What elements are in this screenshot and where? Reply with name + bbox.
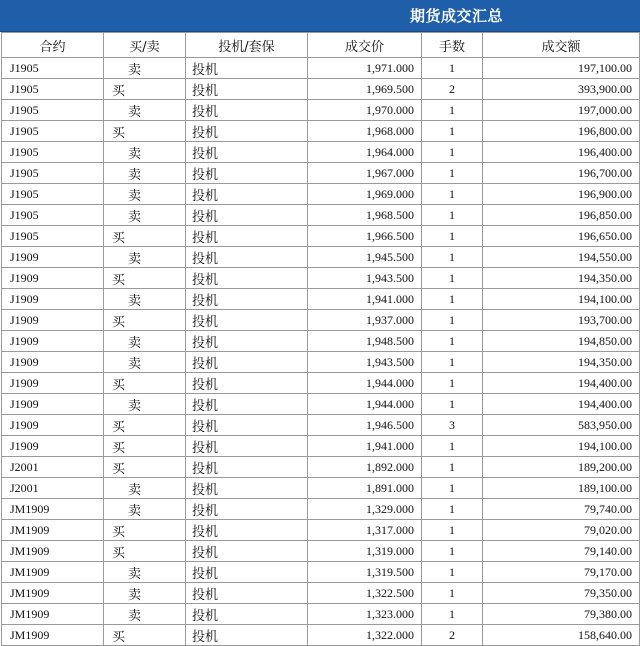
column-header-amount[interactable]: 成交额 <box>483 33 640 58</box>
type-cell: 投机 <box>186 436 308 457</box>
quantity-cell: 2 <box>422 625 483 646</box>
price-cell: 1,937.000 <box>308 310 422 331</box>
quantity-cell: 1 <box>422 184 483 205</box>
price-cell: 1,317.000 <box>308 520 422 541</box>
side-cell: 卖 <box>104 58 186 79</box>
quantity-cell: 1 <box>422 226 483 247</box>
contract-cell: J1905 <box>2 121 104 142</box>
table-row[interactable] <box>2 583 640 604</box>
table-row[interactable] <box>2 142 640 163</box>
amount-cell: 196,650.00 <box>483 226 640 247</box>
side-cell: 买 <box>104 541 186 562</box>
amount-cell: 79,020.00 <box>483 520 640 541</box>
type-cell: 投机 <box>186 541 308 562</box>
type-cell: 投机 <box>186 625 308 646</box>
contract-cell: J1905 <box>2 226 104 247</box>
type-cell: 投机 <box>186 394 308 415</box>
side-cell: 买 <box>104 415 186 436</box>
amount-cell: 197,000.00 <box>483 100 640 121</box>
side-cell: 买 <box>104 79 186 100</box>
price-cell: 1,323.000 <box>308 604 422 625</box>
contract-cell: J1909 <box>2 352 104 373</box>
type-cell: 投机 <box>186 583 308 604</box>
amount-cell: 194,400.00 <box>483 394 640 415</box>
price-cell: 1,892.000 <box>308 457 422 478</box>
type-cell: 投机 <box>186 562 308 583</box>
table-row[interactable] <box>2 331 640 352</box>
amount-cell: 583,950.00 <box>483 415 640 436</box>
price-cell: 1,944.000 <box>308 394 422 415</box>
amount-cell: 189,200.00 <box>483 457 640 478</box>
table-row[interactable] <box>2 352 640 373</box>
side-cell: 买 <box>104 520 186 541</box>
quantity-cell: 1 <box>422 205 483 226</box>
price-cell: 1,943.500 <box>308 352 422 373</box>
side-cell: 卖 <box>104 352 186 373</box>
price-cell: 1,969.000 <box>308 184 422 205</box>
quantity-cell: 1 <box>422 541 483 562</box>
amount-cell: 393,900.00 <box>483 79 640 100</box>
type-cell: 投机 <box>186 100 308 121</box>
contract-cell: J1909 <box>2 331 104 352</box>
amount-cell: 196,700.00 <box>483 163 640 184</box>
type-cell: 投机 <box>186 499 308 520</box>
table-body <box>2 58 640 646</box>
table-row[interactable] <box>2 79 640 100</box>
amount-cell: 189,100.00 <box>483 478 640 499</box>
quantity-cell: 1 <box>422 58 483 79</box>
amount-cell: 193,700.00 <box>483 310 640 331</box>
type-cell: 投机 <box>186 268 308 289</box>
price-cell: 1,945.500 <box>308 247 422 268</box>
price-cell: 1,946.500 <box>308 415 422 436</box>
amount-cell: 196,900.00 <box>483 184 640 205</box>
trade-table <box>1 32 640 646</box>
amount-cell: 194,550.00 <box>483 247 640 268</box>
table-row[interactable] <box>2 268 640 289</box>
side-cell: 卖 <box>104 247 186 268</box>
amount-cell: 196,850.00 <box>483 205 640 226</box>
contract-cell: J1909 <box>2 289 104 310</box>
quantity-cell: 3 <box>422 415 483 436</box>
quantity-cell: 1 <box>422 121 483 142</box>
type-cell: 投机 <box>186 520 308 541</box>
type-cell: 投机 <box>186 79 308 100</box>
quantity-cell: 1 <box>422 352 483 373</box>
type-cell: 投机 <box>186 352 308 373</box>
column-header-type[interactable]: 投机/套保 <box>186 33 308 58</box>
price-cell: 1,322.500 <box>308 583 422 604</box>
amount-cell: 194,350.00 <box>483 268 640 289</box>
amount-cell: 158,640.00 <box>483 625 640 646</box>
table-row[interactable] <box>2 520 640 541</box>
price-cell: 1,948.500 <box>308 331 422 352</box>
contract-cell: J1905 <box>2 205 104 226</box>
quantity-cell: 1 <box>422 373 483 394</box>
amount-cell: 194,400.00 <box>483 373 640 394</box>
contract-cell: J1905 <box>2 142 104 163</box>
side-cell: 买 <box>104 226 186 247</box>
price-cell: 1,941.000 <box>308 289 422 310</box>
contract-cell: J1905 <box>2 79 104 100</box>
table-row[interactable] <box>2 163 640 184</box>
type-cell: 投机 <box>186 604 308 625</box>
amount-cell: 196,800.00 <box>483 121 640 142</box>
column-header-price[interactable]: 成交价 <box>308 33 422 58</box>
side-cell: 买 <box>104 436 186 457</box>
table-row[interactable] <box>2 58 640 79</box>
quantity-cell: 1 <box>422 289 483 310</box>
side-cell: 卖 <box>104 163 186 184</box>
type-cell: 投机 <box>186 247 308 268</box>
quantity-cell: 1 <box>422 499 483 520</box>
contract-cell: J1909 <box>2 394 104 415</box>
amount-cell: 194,100.00 <box>483 436 640 457</box>
quantity-cell: 1 <box>422 247 483 268</box>
amount-cell: 196,400.00 <box>483 142 640 163</box>
type-cell: 投机 <box>186 163 308 184</box>
table-row[interactable] <box>2 394 640 415</box>
price-cell: 1,964.000 <box>308 142 422 163</box>
side-cell: 买 <box>104 625 186 646</box>
quantity-cell: 2 <box>422 79 483 100</box>
contract-cell: J1905 <box>2 184 104 205</box>
price-cell: 1,943.500 <box>308 268 422 289</box>
price-cell: 1,944.000 <box>308 373 422 394</box>
table-row[interactable] <box>2 289 640 310</box>
contract-cell: J1909 <box>2 415 104 436</box>
type-cell: 投机 <box>186 478 308 499</box>
contract-cell: J1909 <box>2 268 104 289</box>
table-row[interactable] <box>2 121 640 142</box>
table-row[interactable] <box>2 415 640 436</box>
side-cell: 卖 <box>104 100 186 121</box>
price-cell: 1,319.000 <box>308 541 422 562</box>
contract-cell: JM1909 <box>2 520 104 541</box>
side-cell: 卖 <box>104 583 186 604</box>
amount-cell: 79,140.00 <box>483 541 640 562</box>
side-cell: 卖 <box>104 562 186 583</box>
amount-cell: 194,100.00 <box>483 289 640 310</box>
price-cell: 1,941.000 <box>308 436 422 457</box>
contract-cell: J1905 <box>2 163 104 184</box>
contract-cell: J1905 <box>2 100 104 121</box>
side-cell: 买 <box>104 457 186 478</box>
side-cell: 卖 <box>104 205 186 226</box>
amount-cell: 79,350.00 <box>483 583 640 604</box>
price-cell: 1,971.000 <box>308 58 422 79</box>
table-row[interactable] <box>2 184 640 205</box>
side-cell: 买 <box>104 268 186 289</box>
type-cell: 投机 <box>186 457 308 478</box>
quantity-cell: 1 <box>422 310 483 331</box>
quantity-cell: 1 <box>422 562 483 583</box>
table-row[interactable] <box>2 604 640 625</box>
type-cell: 投机 <box>186 205 308 226</box>
type-cell: 投机 <box>186 415 308 436</box>
column-header-quantity[interactable]: 手数 <box>422 33 483 58</box>
contract-cell: JM1909 <box>2 604 104 625</box>
contract-cell: J1909 <box>2 310 104 331</box>
quantity-cell: 1 <box>422 268 483 289</box>
type-cell: 投机 <box>186 310 308 331</box>
price-cell: 1,970.000 <box>308 100 422 121</box>
quantity-cell: 1 <box>422 583 483 604</box>
quantity-cell: 1 <box>422 100 483 121</box>
panel-title: 期货成交汇总 <box>410 7 504 25</box>
contract-cell: J2001 <box>2 457 104 478</box>
table-row[interactable] <box>2 478 640 499</box>
side-cell: 卖 <box>104 394 186 415</box>
side-cell: 卖 <box>104 184 186 205</box>
amount-cell: 194,850.00 <box>483 331 640 352</box>
price-cell: 1,891.000 <box>308 478 422 499</box>
side-cell: 卖 <box>104 604 186 625</box>
table-row[interactable] <box>2 541 640 562</box>
contract-cell: JM1909 <box>2 541 104 562</box>
price-cell: 1,966.500 <box>308 226 422 247</box>
side-cell: 卖 <box>104 478 186 499</box>
contract-cell: J1905 <box>2 58 104 79</box>
table-row[interactable] <box>2 247 640 268</box>
contract-cell: JM1909 <box>2 625 104 646</box>
quantity-cell: 1 <box>422 457 483 478</box>
price-cell: 1,322.000 <box>308 625 422 646</box>
column-header-side[interactable]: 买/卖 <box>104 33 186 58</box>
quantity-cell: 1 <box>422 520 483 541</box>
price-cell: 1,969.500 <box>308 79 422 100</box>
type-cell: 投机 <box>186 331 308 352</box>
type-cell: 投机 <box>186 184 308 205</box>
table-row[interactable] <box>2 625 640 646</box>
table-row[interactable] <box>2 562 640 583</box>
side-cell: 买 <box>104 121 186 142</box>
column-header-contract[interactable]: 合约 <box>2 33 104 58</box>
type-cell: 投机 <box>186 226 308 247</box>
quantity-cell: 1 <box>422 478 483 499</box>
amount-cell: 79,170.00 <box>483 562 640 583</box>
contract-cell: JM1909 <box>2 583 104 604</box>
price-cell: 1,319.500 <box>308 562 422 583</box>
quantity-cell: 1 <box>422 163 483 184</box>
quantity-cell: 1 <box>422 331 483 352</box>
quantity-cell: 1 <box>422 436 483 457</box>
contract-cell: J2001 <box>2 478 104 499</box>
type-cell: 投机 <box>186 289 308 310</box>
contract-cell: J1909 <box>2 247 104 268</box>
quantity-cell: 1 <box>422 142 483 163</box>
table-row[interactable] <box>2 205 640 226</box>
quantity-cell: 1 <box>422 394 483 415</box>
type-cell: 投机 <box>186 121 308 142</box>
side-cell: 买 <box>104 310 186 331</box>
table-row[interactable] <box>2 499 640 520</box>
amount-cell: 194,350.00 <box>483 352 640 373</box>
table-row[interactable] <box>2 457 640 478</box>
price-cell: 1,968.500 <box>308 205 422 226</box>
contract-cell: JM1909 <box>2 499 104 520</box>
table-row[interactable] <box>2 373 640 394</box>
side-cell: 买 <box>104 373 186 394</box>
type-cell: 投机 <box>186 142 308 163</box>
table-row[interactable] <box>2 226 640 247</box>
table-row[interactable] <box>2 310 640 331</box>
type-cell: 投机 <box>186 58 308 79</box>
amount-cell: 79,740.00 <box>483 499 640 520</box>
side-cell: 卖 <box>104 289 186 310</box>
price-cell: 1,968.000 <box>308 121 422 142</box>
amount-cell: 197,100.00 <box>483 58 640 79</box>
contract-cell: J1909 <box>2 436 104 457</box>
side-cell: 卖 <box>104 142 186 163</box>
side-cell: 卖 <box>104 499 186 520</box>
side-cell: 卖 <box>104 331 186 352</box>
type-cell: 投机 <box>186 373 308 394</box>
table-row[interactable] <box>2 436 640 457</box>
table-row[interactable] <box>2 100 640 121</box>
price-cell: 1,967.000 <box>308 163 422 184</box>
contract-cell: J1909 <box>2 373 104 394</box>
title-bar <box>0 0 640 32</box>
quantity-cell: 1 <box>422 604 483 625</box>
header-row <box>2 33 640 58</box>
contract-cell: JM1909 <box>2 562 104 583</box>
amount-cell: 79,380.00 <box>483 604 640 625</box>
price-cell: 1,329.000 <box>308 499 422 520</box>
